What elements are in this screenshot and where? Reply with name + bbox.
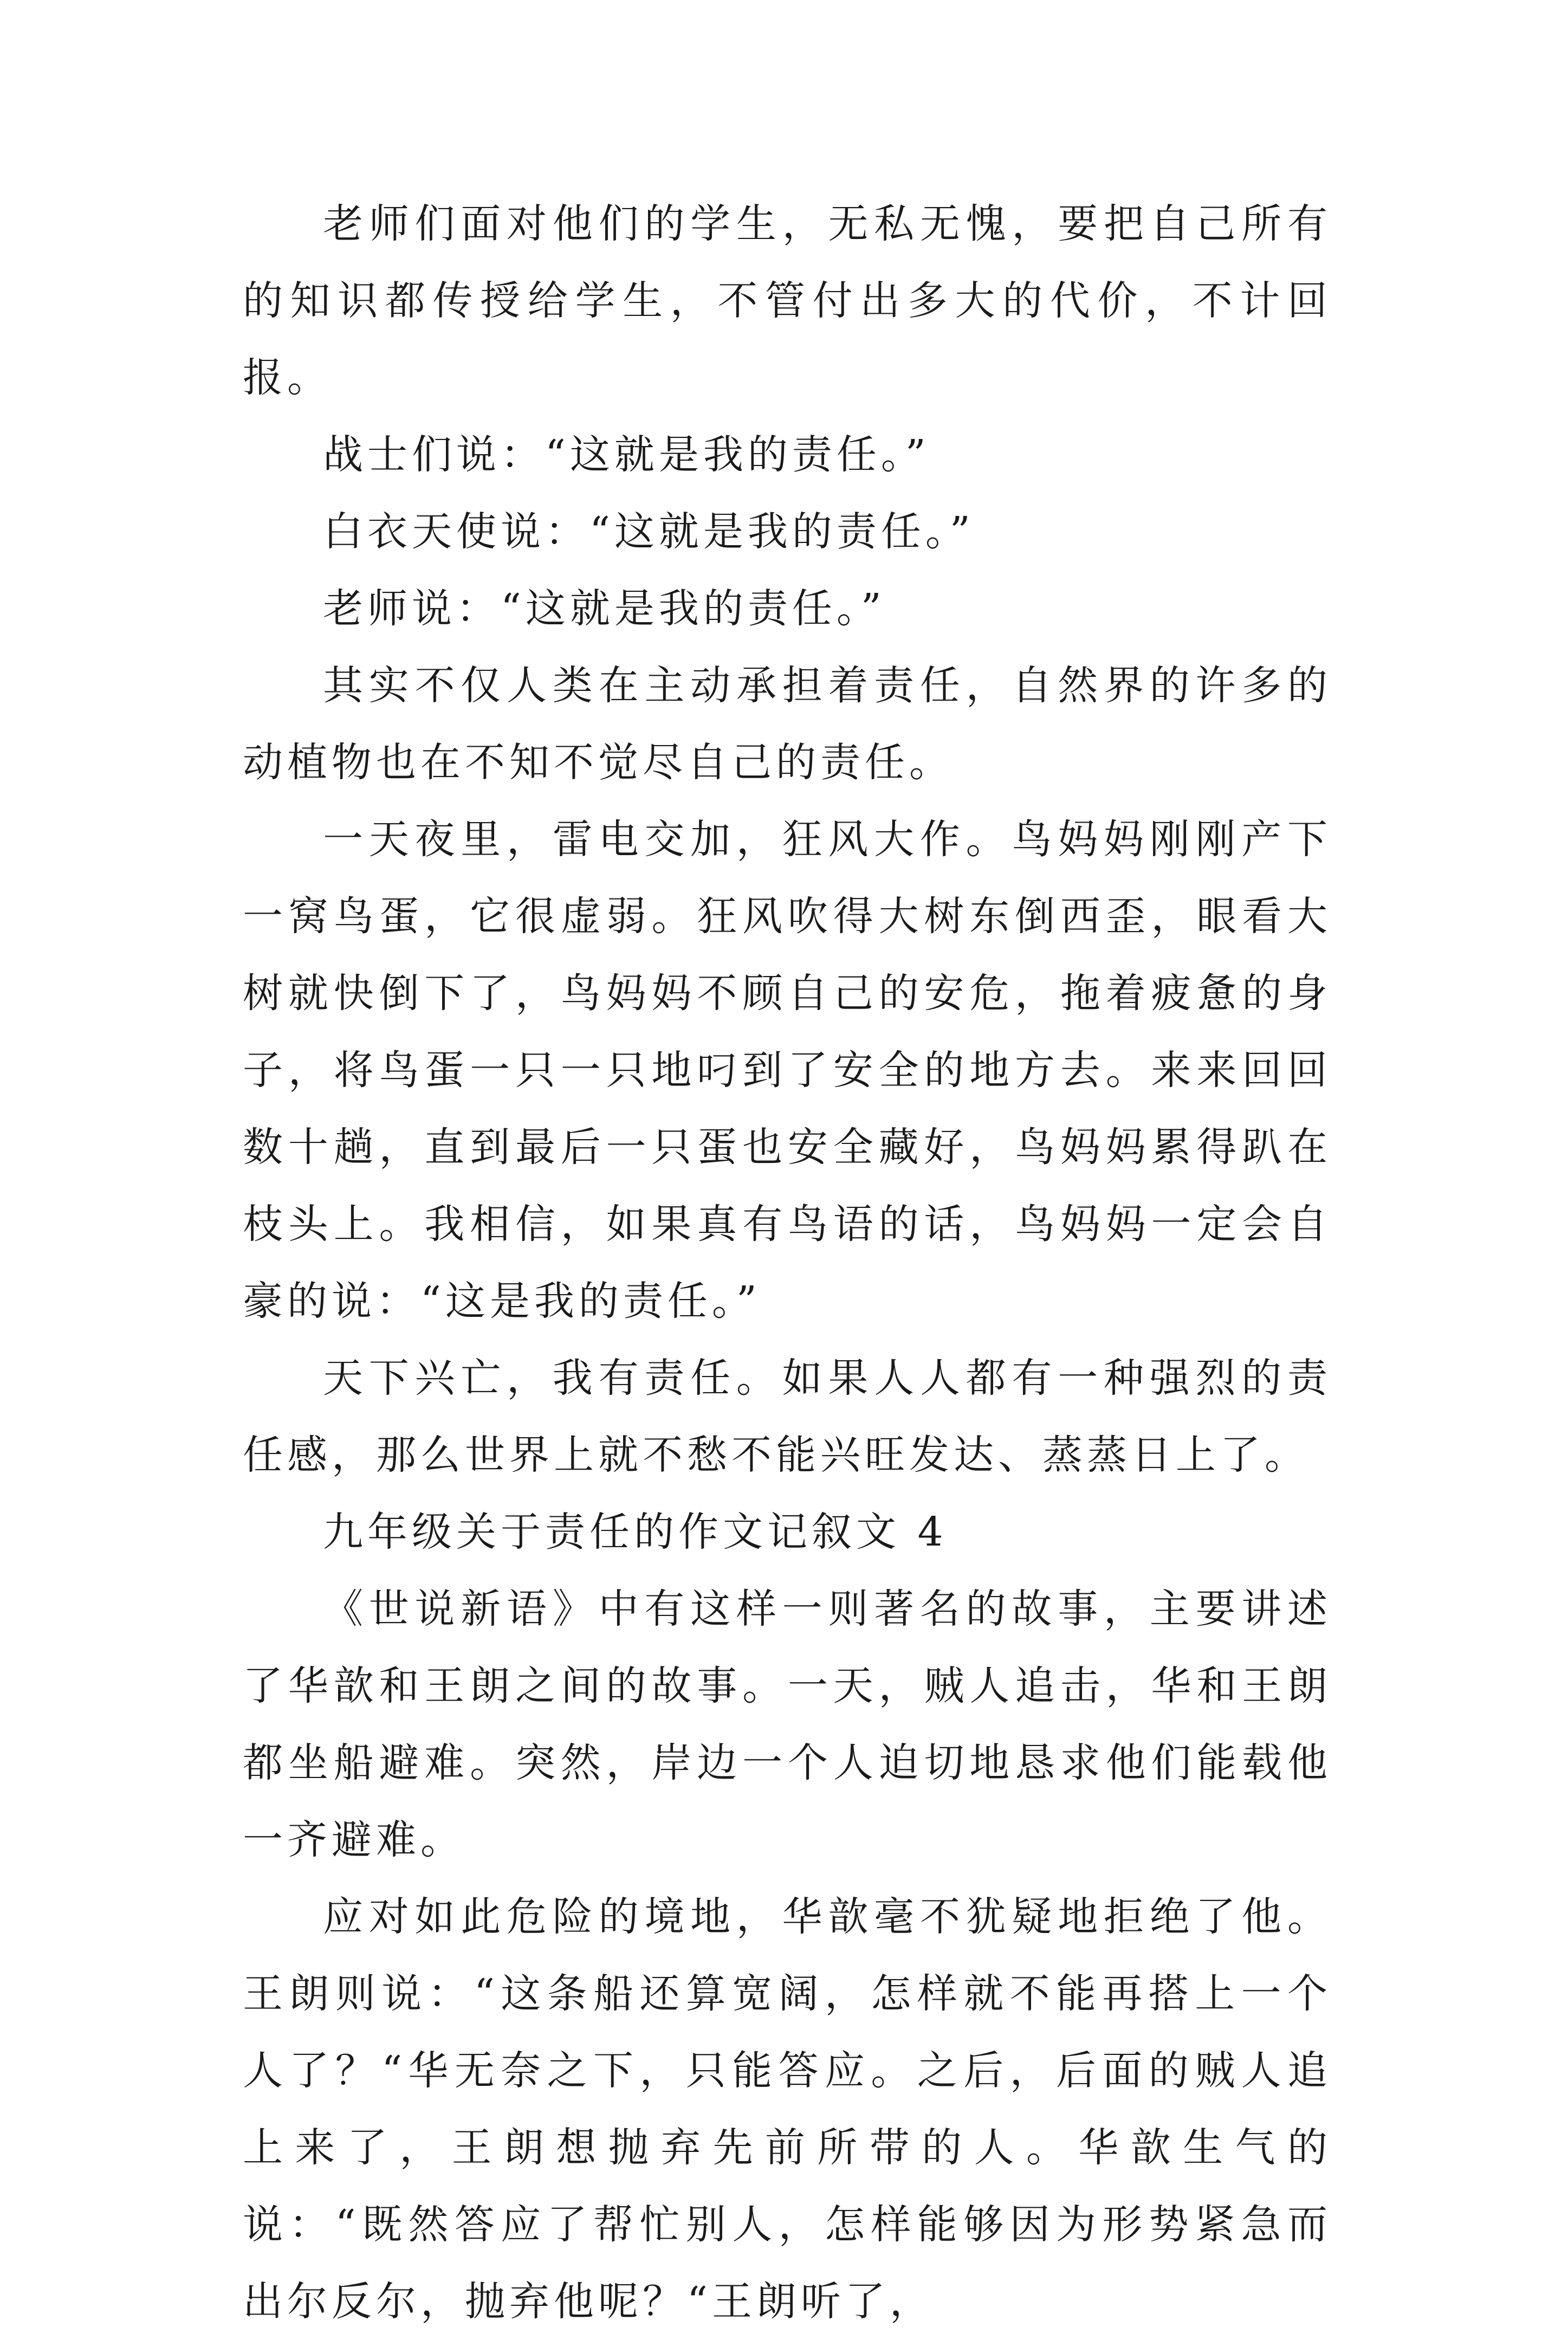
paragraph: 一天夜里，雷电交加，狂风大作。鸟妈妈刚刚产下一窝鸟蛋，它很虚弱。狂风吹得大树东倒西歪，眼看大树就快倒下了，鸟妈妈不顾自己的安危，拖着疲惫的身子，将鸟蛋一只一只地叼到了安全的地方去。来来回回数十趟，直到最后一只蛋也安全藏好，鸟妈妈累得趴在枝头上。我相信，如果真有鸟语的话，鸟妈妈一定会自豪的说：“这是我的责任。” (243, 816, 1332, 1324)
section-heading: 九年级关于责任的作文记叙文 4 (323, 1509, 948, 1555)
paragraph: 战士们说：“这就是我的责任。” (323, 431, 930, 478)
paragraph: 白衣天使说：“这就是我的责任。” (323, 508, 975, 555)
paragraph: 其实不仅人类在主动承担着责任，自然界的许多的动植物也在不知不觉尽自己的责任。 (243, 662, 1332, 786)
paragraph: 《世说新语》中有这样一则著名的故事，主要讲述了华歆和王朗之间的故事。一天，贼人追击，华和王朗都坐船避难。突然，岸边一个人迫切地恳求他们能载他一齐避难。 (243, 1586, 1332, 1863)
paragraph: 老师们面对他们的学生，无私无愧，要把自己所有的知识都传授给学生，不管付出多大的代价，不计回报。 (243, 201, 1332, 401)
document-body (243, 185, 1332, 2340)
paragraph: 天下兴亡，我有责任。如果人人都有一种强烈的责任感，那么世界上就不愁不能兴旺发达、蒸蒸日上了。 (243, 1355, 1332, 1478)
paragraph: 老师说：“这就是我的责任。” (323, 585, 886, 632)
paragraph: 应对如此危险的境地，华歆毫不犹疑地拒绝了他。王朗则说：“这条船还算宽阔，怎样就不能再搭上一个人了？“华无奈之下，只能答应。之后，后面的贼人追上来了，王朗想抛弃先前所带的人。华歆生气的说：“既然答应了帮忙别人，怎样能够因为形势紧急而出尔反尔，抛弃他呢？“王朗听了， (243, 1893, 1332, 2325)
